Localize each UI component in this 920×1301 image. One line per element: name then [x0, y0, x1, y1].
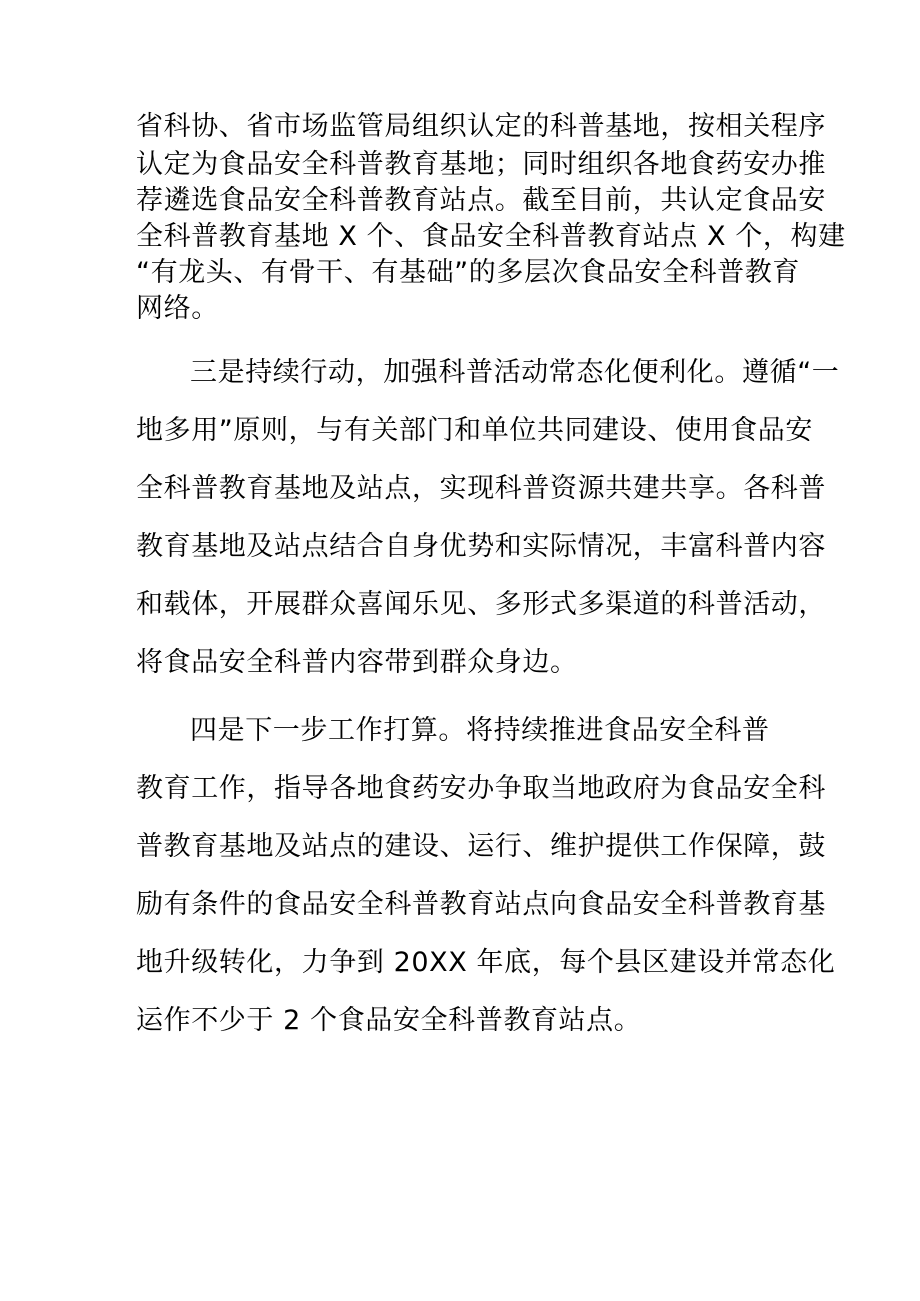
text-line: 全科普教育基地 X 个、食品安全科普教育站点 X 个，构建 — [136, 221, 846, 252]
text-line: 教育工作，指导各地食药安办争取当地政府为食品安全科 — [136, 773, 826, 804]
text-line: 励有条件的食品安全科普教育站点向食品安全科普教育基 — [136, 889, 826, 920]
text-line: 地升级转化，力争到 20XX 年底，每个县区建设并常态化 — [136, 947, 836, 978]
text-line: 运作不少于 2 个食品安全科普教育站点。 — [136, 1005, 642, 1036]
text-line: 地多用”原则，与有关部门和单位共同建设、使用食品安 — [136, 415, 813, 446]
text-line: 网络。 — [136, 293, 219, 324]
text-line: 荐遴选食品安全科普教育站点。截至目前，共认定食品安 — [136, 185, 826, 216]
text-line: 教育基地及站点结合自身优势和实际情况，丰富科普内容 — [136, 531, 826, 562]
text-line: 全科普教育基地及站点，实现科普资源共建共享。各科普 — [136, 473, 826, 504]
text-line: “有龙头、有骨干、有基础”的多层次食品安全科普教育 — [136, 257, 800, 288]
text-line: 省科协、省市场监管局组织认定的科普基地，按相关程序 — [136, 111, 826, 142]
text-line: 将食品安全科普内容带到群众身边。 — [136, 647, 578, 678]
text-line: 四是下一步工作打算。将持续推进食品安全科普 — [190, 715, 770, 746]
text-line: 认定为食品安全科普教育基地；同时组织各地食药安办推 — [136, 149, 826, 180]
text-line: 普教育基地及站点的建设、运行、维护提供工作保障，鼓 — [136, 831, 826, 862]
text-line: 三是持续行动，加强科普活动常态化便利化。遵循“一 — [190, 357, 840, 388]
text-line: 和载体，开展群众喜闻乐见、多形式多渠道的科普活动， — [136, 589, 826, 620]
